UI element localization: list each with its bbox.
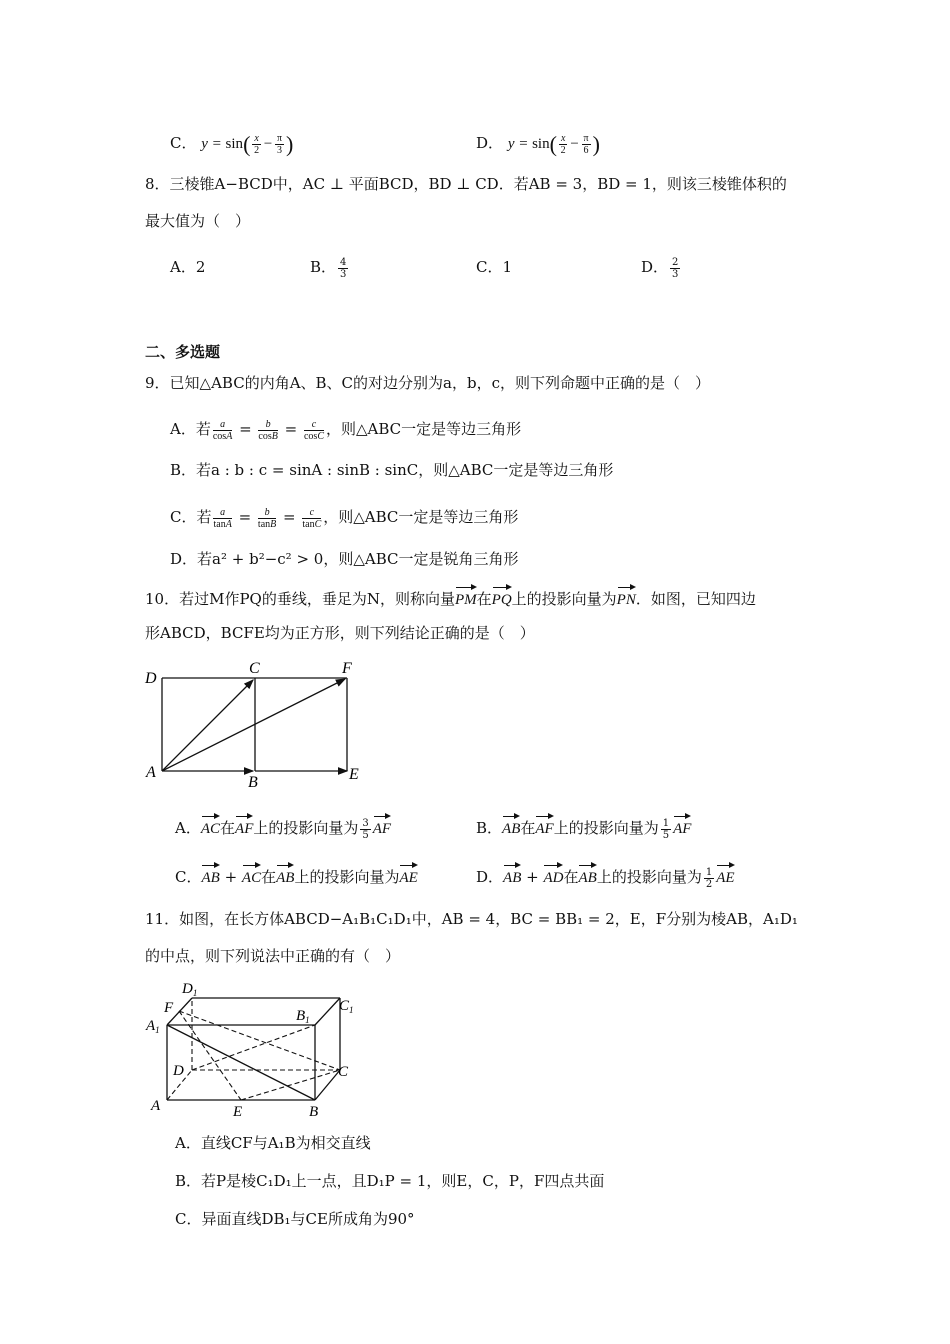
q11-label-c1: $C_1$	[339, 998, 354, 1015]
q11-label-b1: $B_1$	[296, 1008, 310, 1025]
q11-label-a: A	[151, 1098, 161, 1114]
q10-label-f: F	[342, 660, 352, 677]
q8-option-c: C．1	[476, 258, 513, 276]
q10-label-b: B	[248, 774, 258, 790]
q10-option-a: A．AC在AF上的投影向量为 $\frac{3}{5}$ AF	[175, 815, 391, 841]
q11-stem-line2: 的中点，则下列说法中正确的有（ ）	[145, 947, 401, 965]
q9-option-b: B．若a : b : c = sinA : sinB : sinC，则△ABC一定是等边三角形	[170, 461, 614, 479]
q11-label-f: F	[164, 1000, 174, 1016]
q10-label-c: C	[249, 660, 260, 677]
q10-stem-line2: 形ABCD，BCFE均为正方形，则下列结论正确的是（ ）	[145, 624, 535, 642]
q11-figure	[140, 980, 360, 1120]
q10-option-c: C．AB + AC在AB上的投影向量为AE	[175, 864, 418, 889]
q9-stem: 9．已知△ABC的内角A、B、C的对边分别为a，b，c，则下列命题中正确的是（ ）	[145, 374, 710, 392]
q10-label-a: A	[146, 764, 156, 781]
q10-figure	[140, 655, 370, 790]
q7-option-d: D． y = sin( $\frac{x}{2}$ − $\frac{\pi}{6}$ )	[476, 131, 600, 157]
q11-label-c: C	[338, 1064, 349, 1080]
q10-stem-line1: 10．若过M作PQ的垂线，垂足为N，则称向量PM在PQ上的投影向量为PN．如图，已知四边	[145, 586, 756, 611]
q11-option-a: A．直线CF与A₁B为相交直线	[175, 1134, 371, 1152]
section-title: 二、多选题	[145, 343, 221, 361]
q7-option-c: C． y = sin( $\frac{x}{2}$ − $\frac{\pi}{3}$ )	[170, 131, 294, 157]
q9-option-d: D．若a² + b²−c² > 0，则△ABC一定是锐角三角形	[170, 550, 519, 568]
q7-option-d-formula: y = sin( $\frac{x}{2}$ − $\frac{\pi}{6}$ )	[507, 131, 600, 157]
q11-label-e: E	[233, 1104, 243, 1120]
q11-option-b: B．若P是棱C₁D₁上一点，且D₁P = 1，则E，C，P，F四点共面	[175, 1172, 605, 1190]
q11-option-c: C．异面直线DB₁与CE所成角为90°	[175, 1210, 415, 1228]
q9-option-a: A．若 $\frac{a}{\cos A}$ = $\frac{b}{\cos B}$ = $\frac{c}{\cos C}$ ，则△ABC一定是等边三角形	[170, 418, 522, 442]
q11-label-d: D	[173, 1063, 184, 1079]
q11-label-b: B	[309, 1104, 319, 1120]
q8-option-d: D． $\frac{2}{3}$	[641, 256, 679, 280]
q8-stem-line1: 8．三棱锥A−BCD中，AC ⊥ 平面BCD，BD ⊥ CD．若AB = 3，BD = 1，则该三棱锥体积的	[145, 175, 787, 193]
q8-stem-line2: 最大值为（ ）	[145, 212, 251, 230]
q9-option-c: C．若 $\frac{a}{\tan A}$ = $\frac{b}{\tan B}$ = $\frac{c}{\tan C}$ ，则△ABC一定是等边三角形	[170, 506, 519, 530]
q10-label-d: D	[145, 670, 157, 687]
q10-option-d: D．AB + AD在AB上的投影向量为 $\frac{1}{2}$ AE	[476, 864, 735, 890]
q11-stem-line1: 11．如图，在长方体ABCD−A₁B₁C₁D₁中，AB = 4，BC = BB₁ = 2，E，F分别为棱AB，A₁D₁	[145, 910, 798, 928]
q11-label-d1: $D_1$	[182, 981, 198, 998]
q10-option-b: B．AB在AF上的投影向量为 $\frac{1}{5}$ AF	[476, 815, 691, 841]
q10-label-e: E	[349, 766, 359, 783]
q8-option-b: B． $\frac{4}{3}$	[310, 256, 347, 280]
q8-option-a: A．2	[170, 258, 206, 276]
q11-label-a1: $A_1$	[146, 1018, 160, 1035]
q7-option-c-formula: y = sin( $\frac{x}{2}$ − $\frac{\pi}{3}$ )	[201, 131, 294, 157]
